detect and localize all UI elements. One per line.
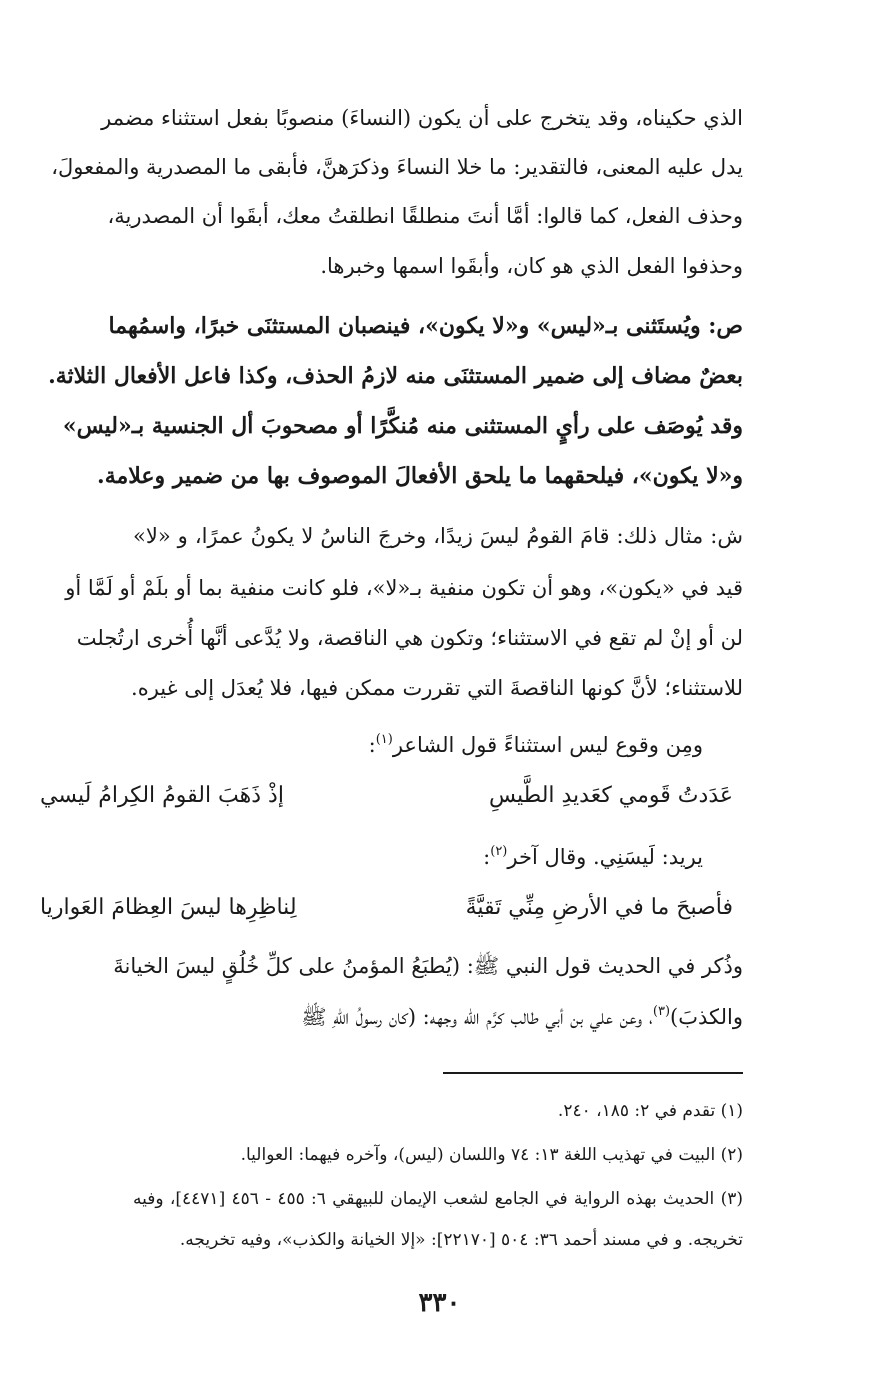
footnote: (١) تقدم في ٢: ١٨٥، ٢٤٠.: [557, 1101, 743, 1121]
verse-1-hemistich-left: إذْ ذَهَبَ القومُ الكِرامُ لَيسي: [40, 783, 284, 808]
footnote: تخريجه. و في مسند أحمد ٣٦: ٥٠٤ [٢٢١٧٠]: «إلا الخيانة والكذب»، وفيه تخريجه.: [179, 1230, 743, 1250]
hadith-line: وذُكر في الحديث قول النبي ﷺ: (يُطبَعُ المؤمنُ على كلِّ خُلُقٍ ليسَ الخيانةَ: [113, 954, 743, 978]
verse-2-hemistich-right: فأصبحَ ما في الأرضِ مِنِّي تَقيَّةً: [465, 895, 733, 920]
hadith-line: والكذبَ)$^{(٣)}$، وعن علي بن أبي طالب كرَّم الله وجهه: (كان رسولُ اللهِ ﷺ: [301, 1004, 743, 1029]
matn-line: بعضٌ مضاف إلى ضمير المستثنَى منه لازمُ الحذف، وكذا فاعل الأفعال الثلاثة.: [48, 363, 743, 389]
matn-line: ص: ويُستَثنى بـ«ليس» و«لا يكون»، فينصبان المستثنَى خبرًا، واسمُهما: [108, 313, 743, 339]
text-line: وحذف الفعل، كما قالوا: أمَّا أنتَ منطلقًا انطلقتُ معك، أبقَوا أن المصدرية،: [107, 204, 743, 228]
sharh-line: ش: مثال ذلك: قامَ القومُ ليسَ زيدًا، وخرجَ الناسُ لا يكونُ عمرًا، و «لا»: [133, 524, 743, 548]
verse-1-hemistich-right: عَدَدتُ قَومي كعَديدِ الطَّيسِ: [488, 783, 733, 808]
sharh-line: قيد في «يكون»، وهو أن تكون منفية بـ«لا»، فلو كانت منفية بما أو بلَمْ أو لَمَّا أو: [65, 576, 743, 600]
matn-line: وقد يُوصَف على رأيٍ المستثنى منه مُنكَّرًا أو مصحوبَ أل الجنسية بـ«ليس»: [62, 413, 743, 439]
poet-intro: ومِن وقوع ليس استثناءً قول الشاعر$^{(١)}$:: [368, 732, 703, 757]
footnote-ref: (٢): [490, 844, 508, 859]
footnote: (٣) الحديث بهذه الرواية في الجامع لشعب الإيمان للبيهقي ٦: ٤٥٥ - ٤٥٦ [٤٤٧١]، وفيه: [133, 1189, 743, 1209]
matn-line: و«لا يكون»، فيلحقهما ما يلحق الأفعالَ الموصوف بها من ضمير وعلامة.: [97, 463, 743, 489]
text-line: الذي حكيناه، وقد يتخرج على أن يكون (النساءَ) منصوبًا بفعل استثناء مضمر: [101, 106, 743, 130]
footnote: (٢) البيت في تهذيب اللغة ١٣: ٧٤ واللسان (ليس)، وآخره فيهما: العواليا.: [240, 1145, 743, 1165]
sharh-line: للاستثناء؛ لأنَّ كونها الناقصةَ التي تقررت ممكن فيها، فلا يُعدَل إلى غيره.: [131, 676, 743, 700]
text-line: يدل عليه المعنى، فالتقدير: ما خلا النساءَ وذكرَهنَّ، فأبقى ما المصدرية والمفعولَ،: [51, 155, 743, 179]
footnote-ref: (٣): [652, 1004, 671, 1019]
verse-2-hemistich-left: لِناظِرِها ليسَ العِظامَ العَواريا: [40, 895, 297, 920]
footnote-separator: [443, 1072, 743, 1074]
sharh-line: لن أو إنْ لم تقع في الاستثناء؛ وتكون هي الناقصة، ولا يُدَّعى أنَّها أُخرى ارتُجلت: [76, 626, 743, 650]
footnote-ref: (١): [375, 732, 393, 747]
verse-note: يريد: لَيسَنِي. وقال آخر$^{(٢)}$:: [483, 844, 703, 869]
text-line: وحذفوا الفعل الذي هو كان، وأبقَوا اسمها وخبرها.: [320, 254, 743, 278]
page-number: ٣٣٠: [418, 1288, 461, 1318]
